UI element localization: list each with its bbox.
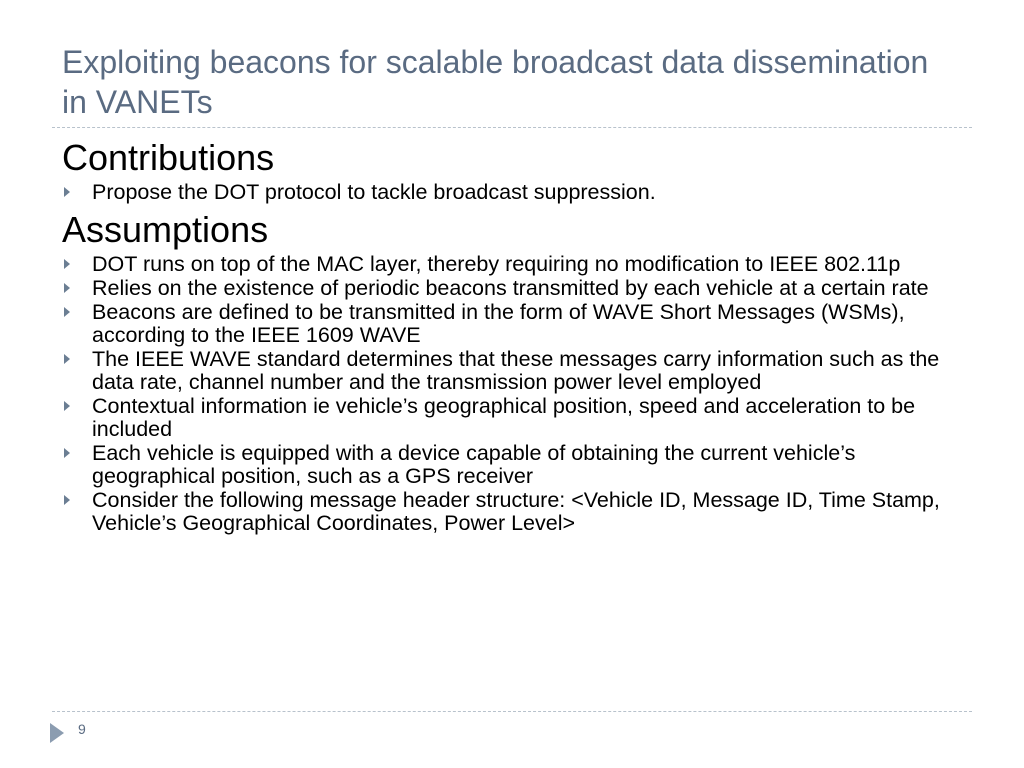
triangle-right-icon (64, 354, 70, 364)
list-item (62, 489, 962, 535)
list-item (62, 301, 962, 347)
bullet-text: Contextual information ie vehicle’s geographical position, speed and acceleration to be included (92, 394, 916, 441)
triangle-right-icon (64, 495, 70, 505)
section-heading-assumptions: Assumptions (62, 209, 269, 250)
triangle-right-icon (64, 259, 70, 269)
footer-divider (52, 711, 972, 712)
triangle-right-icon (64, 401, 70, 411)
bullet-text: DOT runs on top of the MAC layer, thereby requiring no modification to IEEE 802.11p (92, 252, 901, 276)
triangle-right-icon (64, 307, 70, 317)
slide-content (62, 136, 962, 539)
triangle-right-icon (64, 283, 70, 293)
list-item (62, 181, 962, 204)
bullet-text: The IEEE WAVE standard determines that these messages carry information such as the data rate, channel number and the transmission power level employed (92, 347, 940, 394)
bullet-text: Relies on the existence of periodic beacons transmitted by each vehicle at a certain rate (92, 276, 929, 300)
bullet-text: Propose the DOT protocol to tackle broadcast suppression. (92, 180, 656, 204)
list-item (62, 395, 962, 441)
section-heading-contributions: Contributions (62, 137, 275, 178)
bullet-text: Each vehicle is equipped with a device capable of obtaining the current vehicle’s geographical position, such as a GPS receiver (92, 441, 856, 488)
footer-triangle-icon (50, 723, 64, 743)
triangle-right-icon (64, 448, 70, 458)
page-number: 9 (78, 721, 86, 737)
bullet-text: Consider the following message header structure: <Vehicle ID, Message ID, Time Stamp, Vehicle’s Geographical Coordinates, Power Level> (92, 488, 940, 535)
title-divider (52, 127, 972, 128)
list-item (62, 348, 962, 394)
contributions-list (62, 181, 962, 204)
list-item (62, 253, 962, 276)
bullet-text: Beacons are defined to be transmitted in the form of WAVE Short Messages (WSMs), according to the IEEE 1609 WAVE (92, 300, 905, 347)
slide-title: Exploiting beacons for scalable broadcast data dissemination in VANETs (62, 44, 929, 120)
list-item (62, 277, 962, 300)
list-item (62, 442, 962, 488)
triangle-right-icon (64, 187, 70, 197)
assumptions-list (62, 253, 962, 535)
